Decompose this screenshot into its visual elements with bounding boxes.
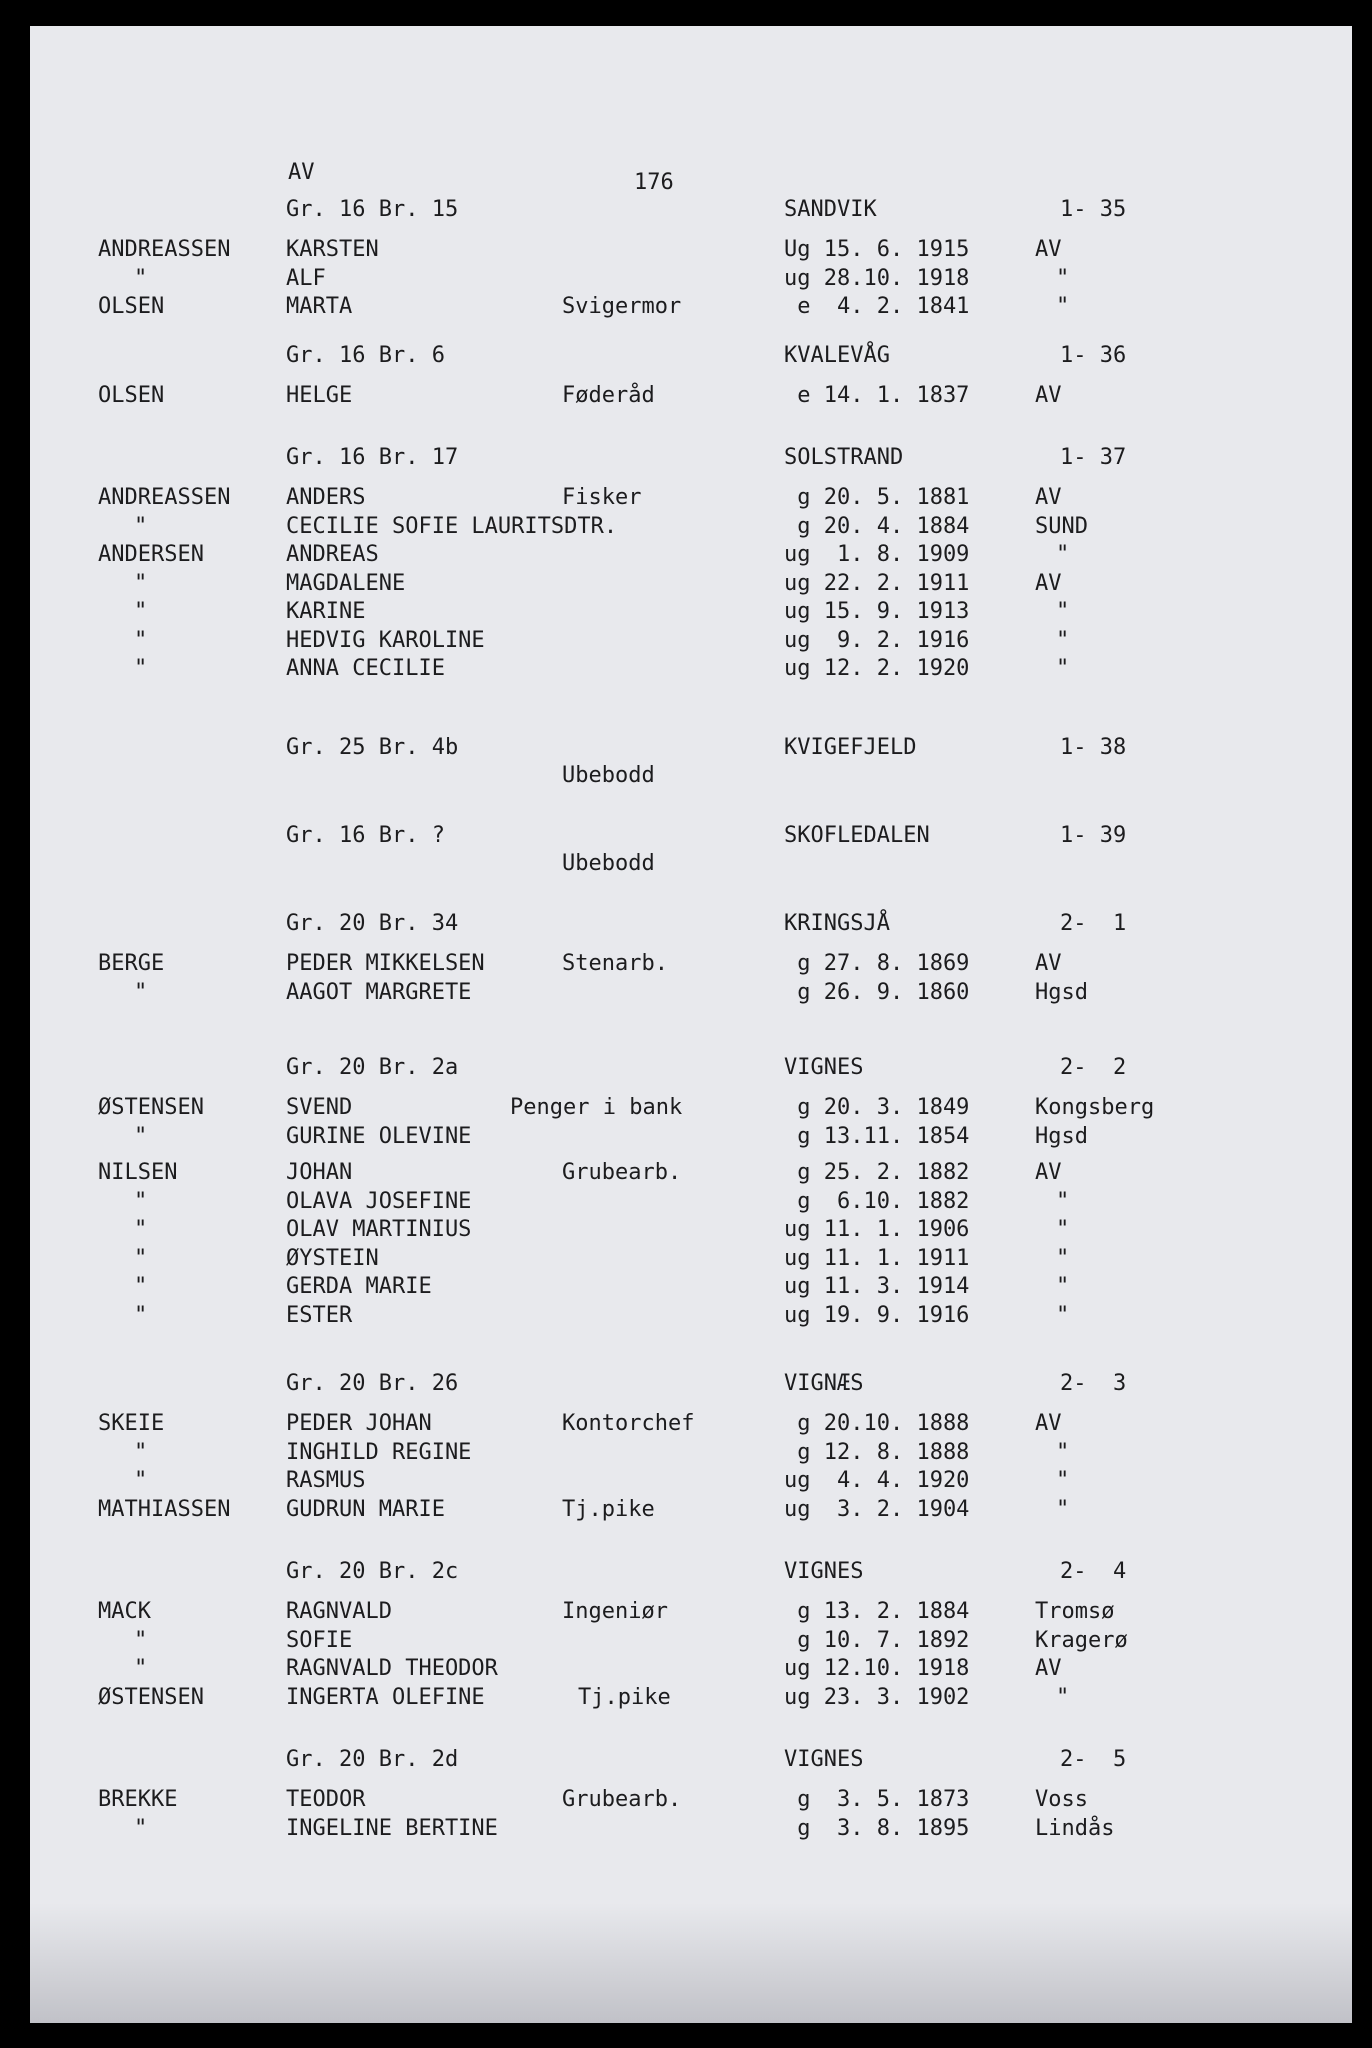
occupation: Fisker	[562, 485, 642, 510]
birth-date: g 3. 8. 1895	[784, 1815, 970, 1841]
birth-date: ug 9. 2. 1916	[784, 627, 970, 653]
occupation: Tj.pike	[578, 1684, 671, 1710]
note-text: Ubebodd	[562, 851, 655, 876]
surname: "	[134, 599, 148, 624]
birth-place: "	[1056, 1439, 1070, 1465]
given-name: MAGDALENE	[286, 570, 406, 596]
birth-date: g 20. 5. 1881	[784, 485, 970, 510]
surname: NILSEN	[98, 1160, 178, 1185]
birth-place: Lindås	[1035, 1815, 1115, 1841]
surname: "	[134, 513, 148, 539]
occupation: Grubearb.	[562, 1787, 682, 1812]
given-name: TEODOR	[286, 1787, 366, 1812]
farm-name: KVALEVÅG	[784, 343, 890, 368]
person-row	[30, 950, 1352, 978]
surname: "	[134, 1123, 148, 1149]
given-name: AAGOT MARGRETE	[286, 979, 472, 1005]
gr-br-label: Gr. 20 Br. 2a	[286, 1055, 459, 1080]
person-row	[30, 1188, 1352, 1216]
given-name: ESTER	[286, 1302, 353, 1328]
birth-place: Hgsd	[1035, 979, 1088, 1005]
birth-place: SUND	[1035, 513, 1088, 539]
surname: "	[134, 979, 148, 1005]
surname: BREKKE	[98, 1787, 178, 1812]
page-number: 176	[634, 170, 674, 195]
occupation: Svigermor	[562, 294, 682, 319]
birth-date: g 20.10. 1888	[784, 1411, 970, 1436]
given-name: CECILIE SOFIE LAURITSDTR.	[286, 513, 618, 539]
surname: MACK	[98, 1599, 151, 1624]
occupation: Grubearb.	[562, 1160, 682, 1185]
section-header	[30, 1746, 1352, 1774]
given-name: GERDA MARIE	[286, 1274, 432, 1299]
surname: "	[134, 1245, 148, 1271]
person-row	[30, 1159, 1352, 1187]
given-name: ANDREAS	[286, 542, 379, 567]
farm-name: SKOFLEDALEN	[784, 823, 930, 848]
occupation: Ingeniør	[562, 1599, 668, 1624]
birth-place: AV	[1035, 951, 1062, 976]
gr-br-label: Gr. 16 Br. ?	[286, 823, 445, 848]
surname: ANDERSEN	[98, 542, 204, 567]
birth-place: "	[1056, 656, 1070, 681]
farm-name: VIGNES	[784, 1055, 864, 1080]
section-header	[30, 1558, 1352, 1586]
surname: "	[134, 656, 148, 681]
birth-date: ug 11. 1. 1911	[784, 1245, 970, 1271]
birth-place: AV	[1035, 570, 1062, 596]
surname: ØSTENSEN	[98, 1684, 204, 1710]
birth-place: AV	[1035, 1160, 1062, 1185]
person-row	[30, 1439, 1352, 1467]
surname: OLSEN	[98, 294, 165, 319]
farm-number: 2- 4	[1060, 1559, 1127, 1584]
given-name: RASMUS	[286, 1468, 366, 1493]
birth-date: g 20. 3. 1849	[784, 1095, 970, 1120]
given-name: PEDER JOHAN	[286, 1411, 432, 1436]
person-row	[30, 484, 1352, 512]
birth-date: ug 28.10. 1918	[784, 265, 970, 291]
person-row	[30, 1094, 1352, 1122]
section-header	[30, 822, 1352, 850]
birth-date: ug 15. 9. 1913	[784, 599, 970, 624]
birth-date: ug 12.10. 1918	[784, 1656, 970, 1681]
section-header	[30, 734, 1352, 762]
person-row	[30, 655, 1352, 683]
occupation: Penger i bank	[510, 1095, 683, 1120]
surname: "	[134, 1302, 148, 1328]
birth-place: "	[1056, 542, 1070, 567]
surname: "	[134, 1656, 148, 1681]
person-row	[30, 265, 1352, 293]
person-row	[30, 1684, 1352, 1712]
person-row	[30, 1786, 1352, 1814]
birth-place: "	[1056, 265, 1070, 291]
person-row	[30, 570, 1352, 598]
gr-br-label: Gr. 20 Br. 34	[286, 911, 459, 936]
gr-br-label: Gr. 25 Br. 4b	[286, 735, 459, 760]
birth-date: g 12. 8. 1888	[784, 1439, 970, 1465]
farm-number: 1- 37	[1060, 445, 1127, 470]
gr-br-label: Gr. 20 Br. 2c	[286, 1559, 459, 1584]
document-page	[30, 26, 1352, 2023]
surname: ØSTENSEN	[98, 1095, 204, 1120]
birth-place: Tromsø	[1035, 1599, 1115, 1624]
given-name: MARTA	[286, 294, 353, 319]
person-row	[30, 598, 1352, 626]
surname: "	[134, 1627, 148, 1653]
given-name: KARSTEN	[286, 237, 379, 262]
birth-date: ug 4. 4. 1920	[784, 1468, 970, 1493]
farm-name: VIGNÆS	[784, 1371, 864, 1396]
birth-place: AV	[1035, 1411, 1062, 1436]
given-name: INGERTA OLEFINE	[286, 1684, 485, 1710]
birth-place: "	[1056, 1496, 1070, 1522]
birth-place: "	[1056, 1245, 1070, 1271]
person-row	[30, 236, 1352, 264]
person-row	[30, 541, 1352, 569]
birth-date: e 4. 2. 1841	[784, 294, 970, 319]
farm-number: 1- 36	[1060, 343, 1127, 368]
farm-number: 1- 35	[1060, 197, 1127, 222]
birth-place: "	[1056, 1684, 1070, 1710]
surname: "	[134, 627, 148, 653]
gr-br-label: Gr. 16 Br. 15	[286, 197, 459, 222]
surname: BERGE	[98, 951, 165, 976]
birth-date: g 20. 4. 1884	[784, 513, 970, 539]
given-name: OLAV MARTINIUS	[286, 1217, 472, 1242]
person-row	[30, 1410, 1352, 1438]
farm-name: SANDVIK	[784, 197, 877, 222]
header-av: AV	[288, 160, 315, 185]
section-note	[30, 850, 1352, 878]
surname: SKEIE	[98, 1411, 165, 1436]
birth-place: Voss	[1035, 1787, 1088, 1812]
birth-place: AV	[1035, 485, 1062, 510]
farm-name: SOLSTRAND	[784, 445, 904, 470]
note-text: Ubebodd	[562, 763, 655, 788]
birth-date: ug 11. 3. 1914	[784, 1274, 970, 1299]
birth-date: g 10. 7. 1892	[784, 1627, 970, 1653]
farm-name: VIGNES	[784, 1747, 864, 1772]
birth-place: "	[1056, 294, 1070, 319]
section-header	[30, 444, 1352, 472]
section-header	[30, 342, 1352, 370]
person-row	[30, 293, 1352, 321]
given-name: JOHAN	[286, 1160, 353, 1185]
birth-place: "	[1056, 1468, 1070, 1493]
birth-date: ug 22. 2. 1911	[784, 570, 970, 596]
birth-place: "	[1056, 599, 1070, 624]
birth-date: g 6.10. 1882	[784, 1188, 970, 1214]
birth-date: ug 23. 3. 1902	[784, 1684, 970, 1710]
birth-place: "	[1056, 1188, 1070, 1214]
surname: "	[134, 1217, 148, 1242]
person-row	[30, 1496, 1352, 1524]
given-name: PEDER MIKKELSEN	[286, 951, 485, 976]
surname: "	[134, 1815, 148, 1841]
section-header	[30, 910, 1352, 938]
person-row	[30, 1302, 1352, 1330]
person-row	[30, 1815, 1352, 1843]
birth-place: Kongsberg	[1035, 1095, 1155, 1120]
farm-number: 2- 2	[1060, 1055, 1127, 1080]
given-name: ØYSTEIN	[286, 1245, 379, 1271]
person-row	[30, 1245, 1352, 1273]
birth-date: g 26. 9. 1860	[784, 979, 970, 1005]
surname: "	[134, 1274, 148, 1299]
given-name: SOFIE	[286, 1627, 353, 1653]
birth-date: g 13. 2. 1884	[784, 1599, 970, 1624]
person-row	[30, 1123, 1352, 1151]
given-name: ALF	[286, 265, 326, 291]
birth-date: ug 1. 8. 1909	[784, 542, 970, 567]
person-row	[30, 1216, 1352, 1244]
surname: "	[134, 1439, 148, 1465]
farm-number: 2- 1	[1060, 911, 1127, 936]
person-row	[30, 1273, 1352, 1301]
section-note	[30, 762, 1352, 790]
surname: "	[134, 1468, 148, 1493]
surname: "	[134, 1188, 148, 1214]
occupation: Tj.pike	[562, 1496, 655, 1522]
birth-date: g 3. 5. 1873	[784, 1787, 970, 1812]
surname: "	[134, 265, 148, 291]
occupation: Føderåd	[562, 383, 655, 408]
gr-br-label: Gr. 16 Br. 6	[286, 343, 445, 368]
person-row	[30, 513, 1352, 541]
given-name: GURINE OLEVINE	[286, 1123, 472, 1149]
scan-shadow	[30, 1903, 1352, 2023]
birth-date: ug 3. 2. 1904	[784, 1496, 970, 1522]
given-name: GUDRUN MARIE	[286, 1496, 445, 1522]
given-name: INGELINE BERTINE	[286, 1815, 498, 1841]
given-name: INGHILD REGINE	[286, 1439, 472, 1465]
birth-date: ug 12. 2. 1920	[784, 656, 970, 681]
occupation: Kontorchef	[562, 1411, 695, 1436]
birth-place: AV	[1035, 383, 1062, 408]
given-name: HEDVIG KAROLINE	[286, 627, 485, 653]
gr-br-label: Gr. 16 Br. 17	[286, 445, 459, 470]
given-name: HELGE	[286, 383, 353, 408]
person-row	[30, 979, 1352, 1007]
birth-place: Kragerø	[1035, 1627, 1128, 1653]
section-header	[30, 1054, 1352, 1082]
given-name: KARINE	[286, 599, 366, 624]
birth-date: g 13.11. 1854	[784, 1123, 970, 1149]
birth-date: g 25. 2. 1882	[784, 1160, 970, 1185]
surname: MATHIASSEN	[98, 1496, 231, 1522]
person-row	[30, 1467, 1352, 1495]
birth-date: Ug 15. 6. 1915	[784, 237, 970, 262]
occupation: Stenarb.	[562, 951, 668, 976]
farm-name: KVIGEFJELD	[784, 735, 917, 760]
farm-number: 2- 3	[1060, 1371, 1127, 1396]
given-name: ANNA CECILIE	[286, 656, 445, 681]
birth-date: e 14. 1. 1837	[784, 383, 970, 408]
birth-date: ug 11. 1. 1906	[784, 1217, 970, 1242]
farm-number: 2- 5	[1060, 1747, 1127, 1772]
birth-place: Hgsd	[1035, 1123, 1088, 1149]
person-row	[30, 1598, 1352, 1626]
given-name: SVEND	[286, 1095, 353, 1120]
gr-br-label: Gr. 20 Br. 26	[286, 1371, 459, 1396]
gr-br-label: Gr. 20 Br. 2d	[286, 1747, 459, 1772]
farm-name: KRINGSJÅ	[784, 911, 890, 936]
given-name: RAGNVALD THEODOR	[286, 1656, 498, 1681]
birth-place: "	[1056, 1302, 1070, 1328]
farm-number: 1- 39	[1060, 823, 1127, 848]
birth-place: "	[1056, 627, 1070, 653]
person-row	[30, 382, 1352, 410]
farm-number: 1- 38	[1060, 735, 1127, 760]
person-row	[30, 1627, 1352, 1655]
surname: ANDREASSEN	[98, 237, 231, 262]
given-name: OLAVA JOSEFINE	[286, 1188, 472, 1214]
surname: OLSEN	[98, 383, 165, 408]
birth-place: AV	[1035, 1656, 1062, 1681]
given-name: RAGNVALD	[286, 1599, 392, 1624]
birth-place: "	[1056, 1274, 1070, 1299]
birth-date: ug 19. 9. 1916	[784, 1302, 970, 1328]
person-row	[30, 1655, 1352, 1683]
birth-date: g 27. 8. 1869	[784, 951, 970, 976]
surname: "	[134, 570, 148, 596]
section-header	[30, 1370, 1352, 1398]
farm-name: VIGNES	[784, 1559, 864, 1584]
birth-place: "	[1056, 1217, 1070, 1242]
birth-place: AV	[1035, 237, 1062, 262]
section-header	[30, 196, 1352, 224]
given-name: ANDERS	[286, 485, 366, 510]
surname: ANDREASSEN	[98, 485, 231, 510]
person-row	[30, 627, 1352, 655]
